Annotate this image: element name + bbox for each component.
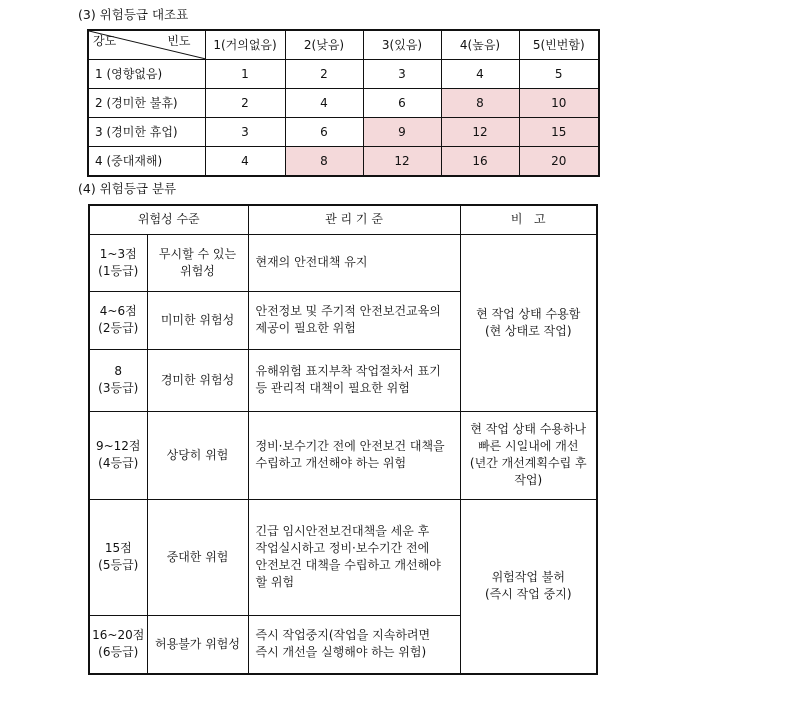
matrix-cell: 5 xyxy=(519,60,599,89)
matrix-cell: 15 xyxy=(519,118,599,147)
management-criteria: 안전정보 및 주기적 안전보건교육의 제공이 필요한 위험 xyxy=(248,291,460,349)
risk-level-name: 허용불가 위험성 xyxy=(147,615,248,674)
risk-classification-table xyxy=(88,204,598,675)
matrix-cell: 4 xyxy=(441,60,519,89)
matrix-cell: 8 xyxy=(285,147,363,177)
risk-level-name: 상당히 위험 xyxy=(147,411,248,499)
matrix-corner-cell xyxy=(88,30,205,60)
matrix-cell: 1 xyxy=(205,60,285,89)
risk-matrix-heading: (3) 위험등급 대조표 xyxy=(78,7,189,22)
risk-level-name: 무시할 수 있는 위험성 xyxy=(147,234,248,291)
matrix-cell: 2 xyxy=(205,89,285,118)
matrix-cell: 9 xyxy=(363,118,441,147)
remark-cell: 현 작업 상태 수용하나 빠른 시일내에 개선 (년간 개선계획수립 후 작업) xyxy=(460,411,597,499)
management-criteria: 유해위험 표지부착 작업절차서 표기 등 관리적 대책이 필요한 위험 xyxy=(248,349,460,411)
level-header: 위험성 수준 xyxy=(89,205,248,234)
matrix-cell: 6 xyxy=(363,89,441,118)
matrix-cell: 12 xyxy=(363,147,441,177)
risk-level-name: 미미한 위험성 xyxy=(147,291,248,349)
frequency-header: 4(높음) xyxy=(441,30,519,60)
matrix-cell: 10 xyxy=(519,89,599,118)
score-cell: 4~6점 (2등급) xyxy=(89,291,147,349)
matrix-row xyxy=(88,147,599,177)
score-cell: 1~3점 (1등급) xyxy=(89,234,147,291)
matrix-row xyxy=(88,89,599,118)
score-cell: 16~20점 (6등급) xyxy=(89,615,147,674)
matrix-cell: 6 xyxy=(285,118,363,147)
matrix-cell: 4 xyxy=(285,89,363,118)
matrix-cell: 20 xyxy=(519,147,599,177)
matrix-cell: 2 xyxy=(285,60,363,89)
frequency-header: 5(빈번함) xyxy=(519,30,599,60)
matrix-cell: 3 xyxy=(363,60,441,89)
management-criteria: 긴급 임시안전보건대책을 세운 후 작업실시하고 정비·보수기간 전에 안전보건 대책을 수립하고 개선해야 할 위험 xyxy=(248,499,460,615)
classification-row xyxy=(89,499,597,615)
classification-row xyxy=(89,411,597,499)
matrix-row xyxy=(88,118,599,147)
risk-level-name: 경미한 위험성 xyxy=(147,349,248,411)
risk-classification-heading: (4) 위험등급 분류 xyxy=(78,181,177,196)
severity-label: 4 (중대재해) xyxy=(88,147,205,177)
severity-label: 2 (경미한 불휴) xyxy=(88,89,205,118)
remark-cell: 현 작업 상태 수용함 (현 상태로 작업) xyxy=(460,234,597,411)
score-cell: 8 (3등급) xyxy=(89,349,147,411)
management-criteria: 즉시 작업중지(작업을 지속하려면 즉시 개선을 실행해야 하는 위험) xyxy=(248,615,460,674)
classification-row xyxy=(89,234,597,291)
matrix-cell: 12 xyxy=(441,118,519,147)
risk-matrix-table xyxy=(87,29,600,177)
frequency-header: 2(낮음) xyxy=(285,30,363,60)
severity-label: 1 (영향없음) xyxy=(88,60,205,89)
classification-header-row xyxy=(89,205,597,234)
matrix-header-row xyxy=(88,30,599,60)
management-criteria: 정비·보수기간 전에 안전보건 대책을 수립하고 개선해야 하는 위험 xyxy=(248,411,460,499)
severity-label: 3 (경미한 휴업) xyxy=(88,118,205,147)
remark-cell: 위험작업 불허 (즉시 작업 중지) xyxy=(460,499,597,674)
score-cell: 15점 (5등급) xyxy=(89,499,147,615)
score-cell: 9~12점 (4등급) xyxy=(89,411,147,499)
matrix-row xyxy=(88,60,599,89)
matrix-cell: 8 xyxy=(441,89,519,118)
frequency-header: 1(거의없음) xyxy=(205,30,285,60)
remark-header: 비 고 xyxy=(460,205,597,234)
frequency-header: 3(있음) xyxy=(363,30,441,60)
matrix-cell: 3 xyxy=(205,118,285,147)
matrix-cell: 16 xyxy=(441,147,519,177)
matrix-cell: 4 xyxy=(205,147,285,177)
frequency-axis-label: 빈도 xyxy=(167,34,191,48)
risk-level-name: 중대한 위험 xyxy=(147,499,248,615)
severity-axis-label: 강도 xyxy=(93,34,117,48)
management-header: 관 리 기 준 xyxy=(248,205,460,234)
management-criteria: 현재의 안전대책 유지 xyxy=(248,234,460,291)
